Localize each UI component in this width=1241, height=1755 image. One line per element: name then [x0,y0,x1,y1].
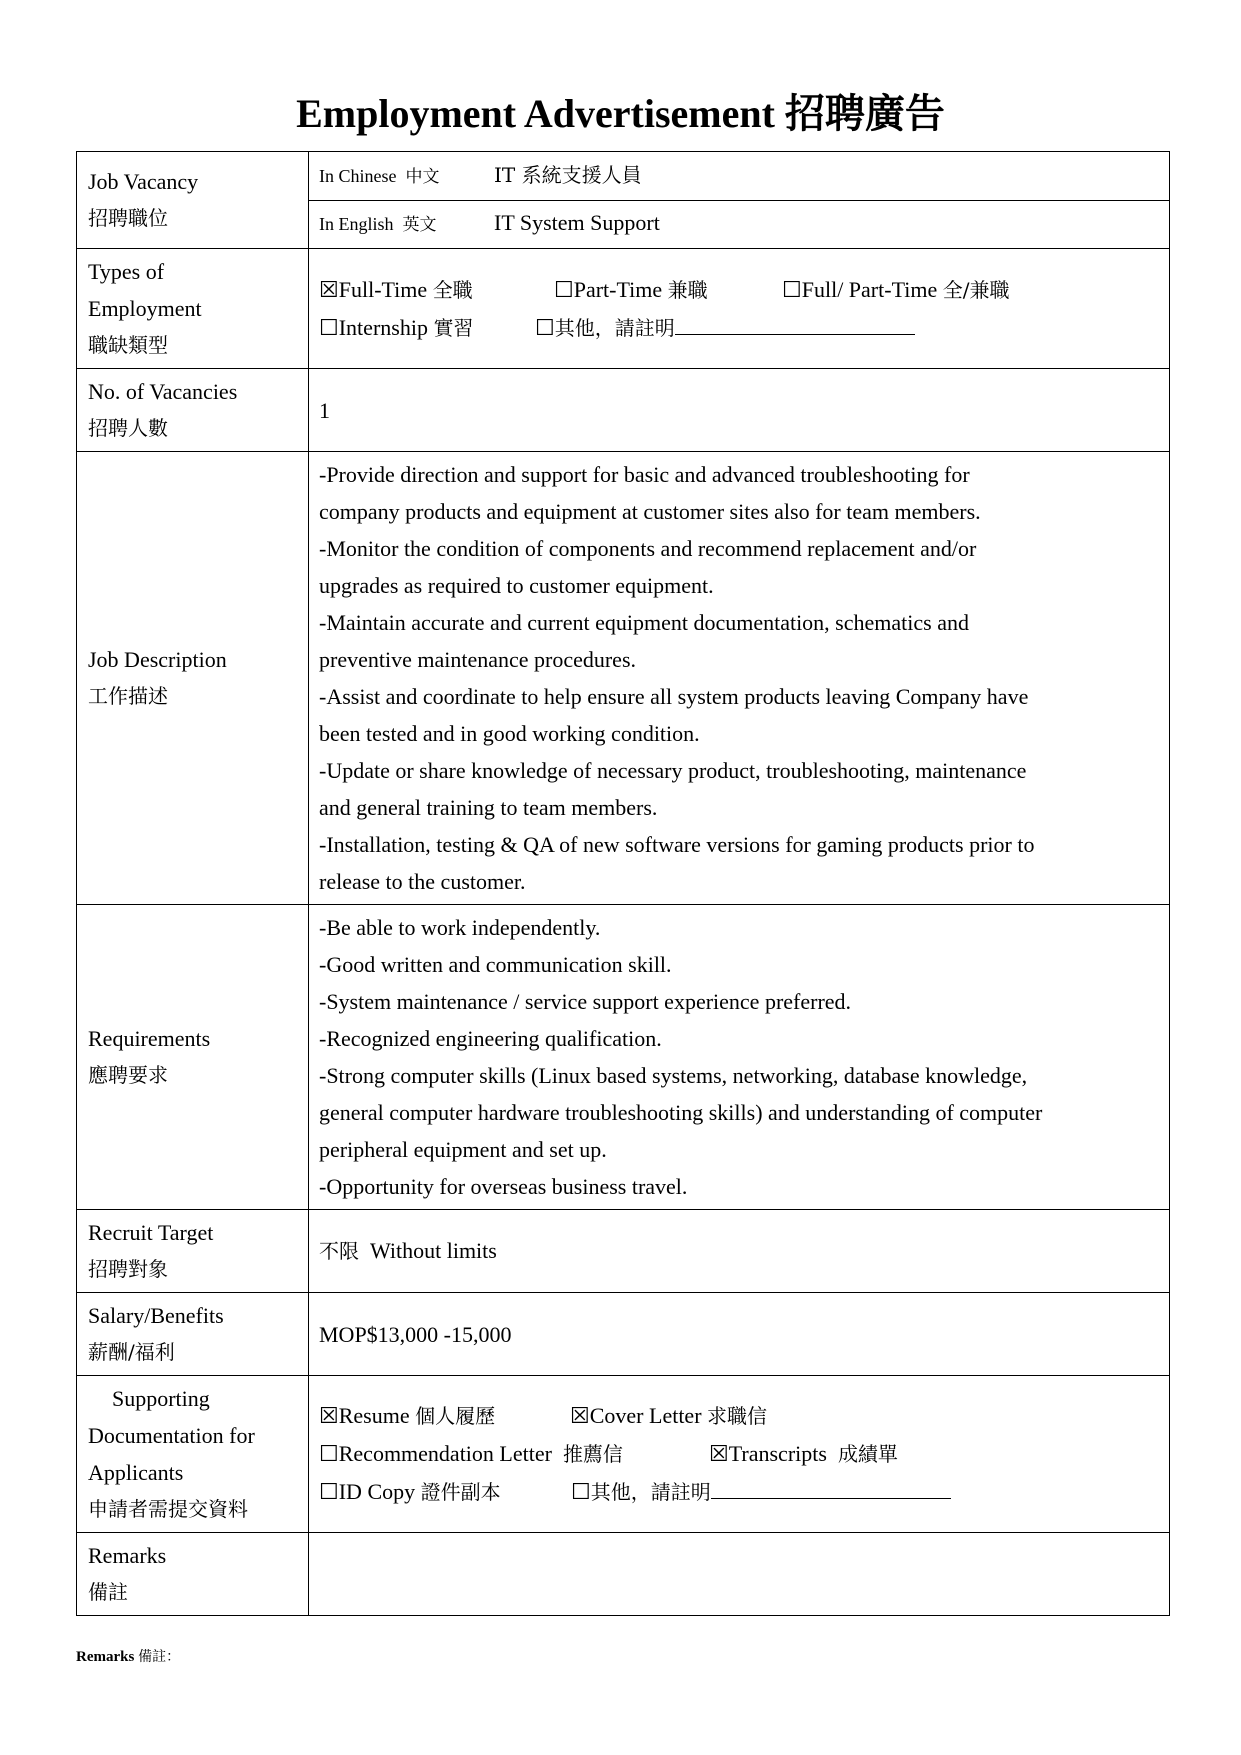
supporting-documents-options [309,1376,1170,1533]
checkbox-empty-icon: ☐ [319,314,339,340]
requirements-text[interactable] [309,905,1170,1210]
description-line: -Monitor the condition of components and recommend replacement and/or [319,536,977,561]
requirement-line: -Recognized engineering qualification. [319,1026,662,1051]
page-title: Employment Advertisement 招聘廣告 [296,91,945,136]
remarks-value[interactable] [309,1533,1170,1616]
row-job-vacancy [77,152,1170,201]
job-vacancy-label: Job Vacancy 招聘職位 [77,152,309,249]
row-requirements [77,905,1170,1210]
option-resume[interactable]: ☒Resume 個人履歷 [319,1403,496,1428]
option-id-copy[interactable]: ☐ID Copy 證件副本 [319,1479,501,1504]
checkbox-empty-icon: ☐ [554,276,574,302]
description-line: -Assist and coordinate to help ensure all system products leaving Company have [319,684,1029,709]
description-line: release to the customer. [319,869,526,894]
option-internship[interactable]: ☐Internship 實習 [319,314,474,340]
job-description-label: Job Description 工作描述 [77,452,309,905]
salary-label: Salary/Benefits 薪酬/福利 [77,1293,309,1376]
job-description-text[interactable] [309,452,1170,905]
recruit-target-value[interactable]: 不限 Without limits [309,1210,1170,1293]
requirement-line: -Good written and communication skill. [319,952,672,977]
description-line: been tested and in good working condition. [319,721,700,746]
job-vacancy-english[interactable] [309,200,1170,249]
recruit-target-label: Recruit Target 招聘對象 [77,1210,309,1293]
job-vacancy-chinese[interactable] [309,152,1170,201]
option-other[interactable]: ☐其他，請註明 [535,309,915,347]
requirement-line: peripheral equipment and set up. [319,1137,607,1162]
salary-value[interactable]: MOP$13,000 -15,000 [309,1293,1170,1376]
description-line: -Update or share knowledge of necessary product, troubleshooting, maintenance [319,758,1027,783]
row-employment-type [77,249,1170,369]
row-recruit-target [77,1210,1170,1293]
checkbox-empty-icon: ☐ [535,314,555,340]
requirement-line: -System maintenance / service support experience preferred. [319,989,852,1014]
row-remarks [77,1533,1170,1616]
option-full-time[interactable]: ☒Full-Time 全職 [319,276,473,302]
row-vacancies [77,369,1170,452]
option-full-part-time[interactable]: ☐Full/ Part-Time 全/兼職 [782,276,1010,302]
description-line: upgrades as required to customer equipment. [319,573,714,598]
description-line: -Provide direction and support for basic and advanced troubleshooting for [319,462,970,487]
description-line: -Maintain accurate and current equipment documentation, schematics and [319,610,969,635]
requirement-line: general computer hardware troubleshooting skills) and understanding of computer [319,1100,1043,1125]
checkbox-empty-icon: ☐ [319,1479,339,1504]
row-job-description [77,452,1170,905]
description-line: preventive maintenance procedures. [319,647,637,672]
supporting-documents-label: Supporting Documentation for Applicants 申請者需提交資料 [77,1376,309,1533]
job-title-chinese: IT 系統支援人員 [494,162,642,187]
job-title-english: IT System Support [494,210,660,236]
vacancies-label: No. of Vacancies 招聘人數 [77,369,309,452]
option-transcripts[interactable]: ☒Transcripts 成績單 [709,1441,898,1466]
remarks-label: Remarks 備註 [77,1533,309,1616]
in-chinese-tag: In Chinese 中文 [319,165,440,187]
employment-type-label: Types of Employment 職缺類型 [77,249,309,369]
row-supporting-documents [77,1376,1170,1533]
description-line: and general training to team members. [319,795,658,820]
requirements-label: Requirements 應聘要求 [77,905,309,1210]
checkbox-checked-icon: ☒ [570,1403,590,1428]
checkbox-empty-icon: ☐ [782,276,802,302]
description-line: company products and equipment at customer sites also for team members. [319,499,981,524]
checkbox-checked-icon: ☒ [319,276,339,302]
requirement-line: -Opportunity for overseas business travel. [319,1174,688,1199]
in-english-tag: In English 英文 [319,214,437,236]
option-cover-letter[interactable]: ☒Cover Letter 求職信 [570,1403,768,1428]
other-document-specify-field[interactable] [711,1474,951,1499]
option-part-time[interactable]: ☐Part-Time 兼職 [554,276,708,302]
employment-form-table [76,151,1170,1616]
employment-type-options [309,249,1170,369]
checkbox-empty-icon: ☐ [319,1441,339,1466]
description-line: -Installation, testing & QA of new software versions for gaming products prior to [319,832,1035,857]
checkbox-checked-icon: ☒ [319,1403,339,1428]
other-specify-field[interactable] [675,310,915,335]
requirement-line: -Strong computer skills (Linux based systems, networking, database knowledge, [319,1063,1028,1088]
row-salary [77,1293,1170,1376]
checkbox-empty-icon: ☐ [571,1479,591,1504]
option-recommendation-letter[interactable]: ☐Recommendation Letter 推薦信 [319,1441,623,1466]
footer-remarks: Remarks 備註： [76,1649,181,1665]
requirement-line: -Be able to work independently. [319,915,601,940]
vacancies-value[interactable]: 1 [309,369,1170,452]
option-other-document[interactable]: ☐其他，請註明 [571,1473,951,1511]
checkbox-checked-icon: ☒ [709,1441,729,1466]
